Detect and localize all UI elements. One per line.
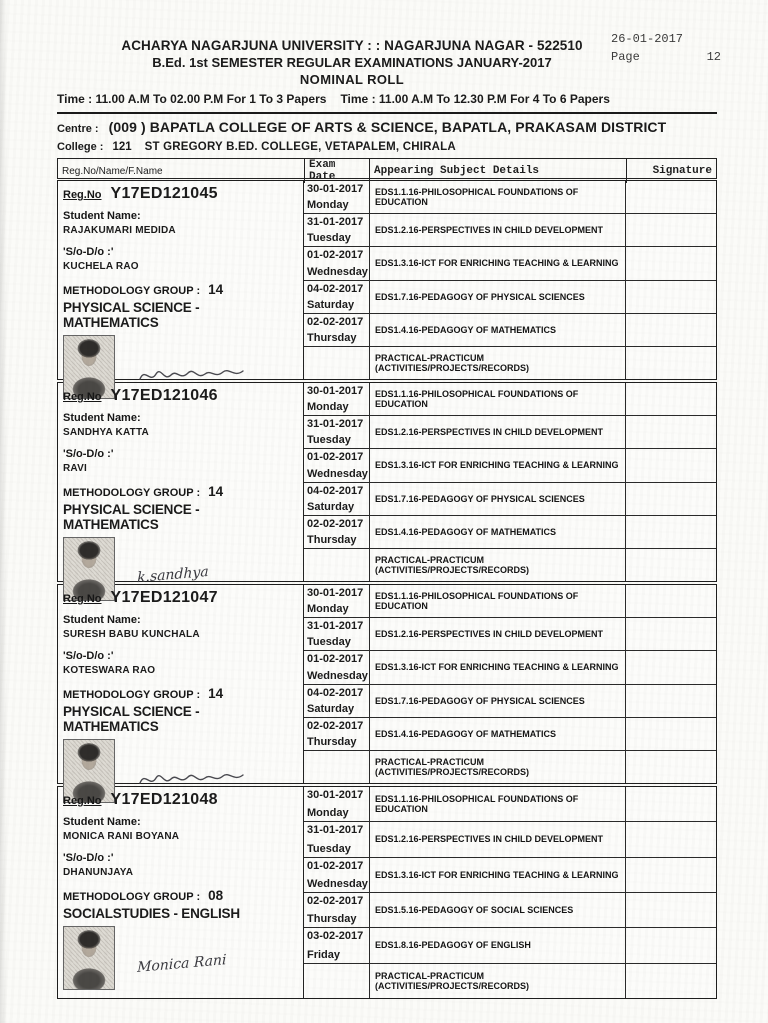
student-info-cell: [58, 585, 304, 783]
exam-date-cell: [304, 685, 370, 717]
signature-cell: [626, 549, 716, 581]
subject-cell: [370, 964, 626, 998]
signature-cell: [626, 651, 716, 683]
exam-day: Saturday: [307, 298, 355, 311]
subject-name: EDS1.8.16-PEDAGOGY OF ENGLISH: [375, 940, 531, 951]
regno-value: Y17ED121048: [110, 791, 218, 808]
signature-cell: [626, 928, 716, 962]
student-name-value: MONICA RANI BOYANA: [63, 831, 180, 842]
document-header: [57, 0, 647, 87]
exam-date-cell: [304, 618, 370, 650]
time-papers-1-3: Time : 11.00 A.M To 02.00 P.M For 1 To 3 Papers: [57, 92, 327, 106]
signature-cell: [626, 585, 716, 617]
exam-date-cell: [304, 483, 370, 515]
exam-row: [304, 416, 716, 449]
time-papers-4-6: Time : 11.00 A.M To 12.30 P.M For 4 To 6 Papers: [340, 92, 610, 106]
subject-cell: [370, 585, 626, 617]
subject-name: EDS1.4.16-PEDAGOGY OF MATHEMATICS: [375, 324, 557, 335]
exam-date-cell: [304, 751, 370, 783]
exam-day: Wednesday: [307, 265, 368, 278]
exam-day: Thursday: [307, 735, 357, 748]
exam-day: Tuesday: [307, 232, 351, 245]
signature-cell: [626, 964, 716, 998]
exam-date: 02-02-2017: [307, 517, 364, 530]
subject-cell: [370, 787, 626, 821]
subject-name: EDS1.5.16-PEDAGOGY OF SOCIAL SCIENCES: [375, 905, 574, 916]
regno-value: Y17ED121047: [110, 589, 218, 606]
centre-row: [57, 119, 717, 135]
student-name-value: SURESH BABU KUNCHALA: [63, 629, 200, 640]
exam-date-cell: [304, 247, 370, 279]
signature-cell: [626, 383, 716, 415]
methodology-group-label: METHODOLOGY GROUP :: [63, 487, 201, 499]
exam-day: Wednesday: [307, 669, 368, 682]
signature-cell: [626, 314, 716, 346]
methodology-group-number: 08: [208, 888, 224, 903]
signature-cell: [626, 787, 716, 821]
centre-label: Centre :: [57, 123, 99, 135]
father-name-label: 'S/o-D/o :': [63, 448, 114, 460]
college-code: 121: [112, 141, 132, 153]
father-name-label: 'S/o-D/o :': [63, 650, 114, 662]
exam-date-cell: [304, 347, 370, 379]
regno-value: Y17ED121046: [110, 387, 218, 404]
exam-rows: [304, 383, 716, 581]
exam-date: 31-01-2017: [307, 824, 364, 837]
exam-date: 02-02-2017: [307, 894, 364, 907]
signature-cell: [626, 483, 716, 515]
father-name-value: KOTESWARA RAO: [63, 665, 156, 676]
exam-day: Thursday: [307, 331, 357, 344]
subject-cell: [370, 822, 626, 856]
college-row: [57, 138, 717, 158]
signature-cell: [626, 618, 716, 650]
methodology-subjects: PHYSICAL SCIENCE - MATHEMATICS: [63, 300, 200, 330]
signature-cell: [626, 281, 716, 313]
subject-cell: [370, 651, 626, 683]
subject-name: EDS1.2.16-PERSPECTIVES IN CHILD DEVELOPMENT: [375, 225, 604, 236]
father-name-value: RAVI: [63, 463, 87, 474]
signature-cell: [626, 822, 716, 856]
exam-date-cell: [304, 449, 370, 481]
centre-value: (009 ) BAPATLA COLLEGE OF ARTS & SCIENCE, BAPATLA, PRAKASAM DISTRICT: [108, 119, 667, 135]
exam-date: 30-01-2017: [307, 789, 364, 801]
exam-date-cell: [304, 314, 370, 346]
subject-cell: [370, 214, 626, 246]
subject-name: PRACTICAL-PRACTICUM (ACTIVITIES/PROJECTS/RECORDS): [375, 554, 530, 575]
exam-day: Monday: [307, 199, 349, 212]
subject-name: EDS1.3.16-ICT FOR ENRICHING TEACHING & LEARNING: [375, 258, 619, 269]
signature-cell: [626, 893, 716, 927]
print-meta: [611, 30, 721, 66]
exam-date-cell: [304, 383, 370, 415]
signature-cell: [626, 685, 716, 717]
exam-date: 30-01-2017: [307, 385, 364, 397]
subject-cell: [370, 347, 626, 379]
student-signature: [137, 948, 267, 982]
col-header-subjects: Appearing Subject Details: [374, 165, 540, 177]
exam-date-cell: [304, 416, 370, 448]
exam-date: 01-02-2017: [307, 859, 364, 872]
exam-date: 04-02-2017: [307, 484, 364, 497]
student-name-label: Student Name:: [63, 614, 141, 626]
exam-day: Thursday: [307, 913, 357, 926]
student-record: [57, 786, 717, 999]
father-name-value: DHANUNJAYA: [63, 867, 134, 878]
methodology-subjects: SOCIALSTUDIES - ENGLISH: [63, 906, 240, 921]
college-label: College :: [57, 141, 104, 153]
signature-cell: [626, 181, 716, 213]
father-name-label: 'S/o-D/o :': [63, 852, 114, 864]
exam-date: 01-02-2017: [307, 653, 364, 666]
college-value: ST GREGORY B.ED. COLLEGE, VETAPALEM, CHIRALA: [144, 141, 456, 153]
subject-name: EDS1.7.16-PEDAGOGY OF PHYSICAL SCIENCES: [375, 291, 585, 302]
subject-name: EDS1.2.16-PERSPECTIVES IN CHILD DEVELOPMENT: [375, 629, 604, 640]
subject-name: PRACTICAL-PRACTICUM (ACTIVITIES/PROJECTS/RECORDS): [375, 756, 530, 777]
exam-row: [304, 718, 716, 751]
exam-date-cell: [304, 281, 370, 313]
exam-date-cell: [304, 549, 370, 581]
subject-cell: [370, 685, 626, 717]
signature-cell: [626, 858, 716, 892]
signature-cell: [626, 449, 716, 481]
exam-date-cell: [304, 858, 370, 892]
regno-value: Y17ED121045: [110, 185, 218, 202]
exam-row: [304, 516, 716, 549]
exam-date-cell: [304, 928, 370, 962]
exam-rows: [304, 787, 716, 998]
subject-cell: [370, 516, 626, 548]
student-name-label: Student Name:: [63, 816, 141, 828]
exam-time-row: [57, 92, 717, 114]
exam-date: 03-02-2017: [307, 930, 364, 943]
student-record: [57, 584, 717, 784]
exam-row: [304, 928, 716, 963]
exam-date: 30-01-2017: [307, 183, 364, 195]
subject-cell: [370, 416, 626, 448]
subject-name: EDS1.7.16-PEDAGOGY OF PHYSICAL SCIENCES: [375, 695, 585, 706]
subject-name: EDS1.4.16-PEDAGOGY OF MATHEMATICS: [375, 728, 557, 739]
exam-date: 31-01-2017: [307, 216, 364, 229]
subject-name: EDS1.2.16-PERSPECTIVES IN CHILD DEVELOPMENT: [375, 834, 604, 845]
methodology-group-number: 14: [208, 686, 224, 701]
subject-name: EDS1.2.16-PERSPECTIVES IN CHILD DEVELOPMENT: [375, 427, 604, 438]
exam-day: Thursday: [307, 533, 357, 546]
signature-cell: [626, 416, 716, 448]
student-photo: [63, 926, 115, 990]
exam-row: [304, 893, 716, 928]
methodology-subjects: PHYSICAL SCIENCE - MATHEMATICS: [63, 502, 200, 532]
exam-day: Saturday: [307, 500, 355, 513]
exam-row: [304, 214, 716, 247]
exam-row: [304, 787, 716, 822]
exam-date: 04-02-2017: [307, 686, 364, 699]
subject-name: EDS1.1.16-PHILOSOPHICAL FOUNDATIONS OF EDUCATION: [375, 794, 579, 815]
regno-label: Reg.No: [63, 189, 102, 201]
subject-name: EDS1.7.16-PEDAGOGY OF PHYSICAL SCIENCES: [375, 493, 585, 504]
methodology-group-label: METHODOLOGY GROUP :: [63, 689, 201, 701]
signature-cell: [626, 214, 716, 246]
col-header-exam-date: Exam Date: [304, 159, 370, 183]
signature-cell: [626, 247, 716, 279]
table-header-row: [57, 158, 717, 183]
exam-row: [304, 585, 716, 618]
regno-label: Reg.No: [63, 391, 102, 403]
exam-date-cell: [304, 585, 370, 617]
exam-row: [304, 822, 716, 857]
exam-rows: [304, 585, 716, 783]
student-name-label: Student Name:: [63, 412, 141, 424]
father-name-value: KUCHELA RAO: [63, 261, 139, 272]
subject-name: EDS1.1.16-PHILOSOPHICAL FOUNDATIONS OF EDUCATION: [375, 389, 579, 410]
subject-cell: [370, 618, 626, 650]
exam-date-cell: [304, 181, 370, 213]
exam-date-cell: [304, 718, 370, 750]
subject-name: EDS1.1.16-PHILOSOPHICAL FOUNDATIONS OF EDUCATION: [375, 187, 579, 208]
exam-row: [304, 858, 716, 893]
exam-date: 02-02-2017: [307, 719, 364, 732]
col-header-regno: Reg.No/Name/F.Name: [62, 165, 163, 177]
signature-cell: [626, 718, 716, 750]
subject-cell: [370, 281, 626, 313]
subject-cell: [370, 858, 626, 892]
subject-cell: [370, 449, 626, 481]
page-label: Page: [611, 50, 640, 64]
exam-date: 31-01-2017: [307, 620, 364, 633]
exam-table-body: [57, 180, 717, 999]
subject-name: EDS1.3.16-ICT FOR ENRICHING TEACHING & LEARNING: [375, 460, 619, 471]
father-name-label: 'S/o-D/o :': [63, 246, 114, 258]
exam-day: Monday: [307, 807, 349, 820]
subject-name: EDS1.3.16-ICT FOR ENRICHING TEACHING & LEARNING: [375, 662, 619, 673]
exam-date-cell: [304, 964, 370, 998]
signature-text: Monica Rani: [137, 952, 227, 976]
subject-cell: [370, 928, 626, 962]
exam-row: [304, 383, 716, 416]
signature-text: k.sandhya: [136, 563, 209, 587]
exam-row: [304, 281, 716, 314]
subject-name: EDS1.4.16-PEDAGOGY OF MATHEMATICS: [375, 526, 557, 537]
exam-row: [304, 449, 716, 482]
exam-row: [304, 651, 716, 684]
subject-cell: [370, 383, 626, 415]
subject-cell: [370, 893, 626, 927]
exam-date-cell: [304, 651, 370, 683]
exam-day: Friday: [307, 948, 341, 961]
student-info-cell: [58, 787, 304, 998]
subject-cell: [370, 483, 626, 515]
exam-day: Tuesday: [307, 434, 351, 447]
methodology-group-number: 14: [208, 282, 224, 297]
exam-title: B.Ed. 1st SEMESTER REGULAR EXAMINATIONS JANUARY-2017: [152, 55, 552, 70]
subject-cell: [370, 549, 626, 581]
signature-cell: [626, 516, 716, 548]
exam-date-cell: [304, 822, 370, 856]
exam-date: 30-01-2017: [307, 587, 364, 599]
subject-cell: [370, 314, 626, 346]
exam-day: Monday: [307, 401, 349, 414]
subject-cell: [370, 751, 626, 783]
subject-cell: [370, 718, 626, 750]
exam-date: 04-02-2017: [307, 282, 364, 295]
exam-row: [304, 181, 716, 214]
exam-day: Tuesday: [307, 842, 351, 855]
student-record: [57, 180, 717, 380]
exam-row: [304, 247, 716, 280]
regno-label: Reg.No: [63, 593, 102, 605]
exam-row: [304, 347, 716, 379]
exam-date: 01-02-2017: [307, 451, 364, 464]
exam-day: Wednesday: [307, 877, 368, 890]
exam-row: [304, 685, 716, 718]
exam-date-cell: [304, 893, 370, 927]
exam-day: Monday: [307, 603, 349, 616]
signature-cell: [626, 347, 716, 379]
student-name-label: Student Name:: [63, 210, 141, 222]
exam-row: [304, 964, 716, 998]
exam-date: 01-02-2017: [307, 249, 364, 262]
student-name-value: RAJAKUMARI MEDIDA: [63, 225, 176, 236]
subject-name: PRACTICAL-PRACTICUM (ACTIVITIES/PROJECTS/RECORDS): [375, 970, 530, 991]
exam-date: 31-01-2017: [307, 418, 364, 431]
methodology-subjects: PHYSICAL SCIENCE - MATHEMATICS: [63, 704, 200, 734]
exam-row: [304, 483, 716, 516]
methodology-group-label: METHODOLOGY GROUP :: [63, 891, 201, 903]
page-number: 12: [706, 50, 721, 64]
print-date: 26-01-2017: [611, 32, 684, 46]
exam-row: [304, 314, 716, 347]
exam-date: 02-02-2017: [307, 315, 364, 328]
exam-day: Tuesday: [307, 636, 351, 649]
exam-row: [304, 751, 716, 783]
exam-day: Wednesday: [307, 467, 368, 480]
exam-row: [304, 618, 716, 651]
subject-name: PRACTICAL-PRACTICUM (ACTIVITIES/PROJECTS/RECORDS): [375, 352, 530, 373]
university-title: ACHARYA NAGARJUNA UNIVERSITY : : NAGARJUNA NAGAR - 522510: [121, 38, 583, 53]
student-info-cell: [58, 181, 304, 379]
subject-name: EDS1.1.16-PHILOSOPHICAL FOUNDATIONS OF EDUCATION: [375, 591, 579, 612]
exam-row: [304, 549, 716, 581]
exam-date-cell: [304, 516, 370, 548]
exam-day: Saturday: [307, 702, 355, 715]
page-title: NOMINAL ROLL: [299, 72, 405, 87]
methodology-group-number: 14: [208, 484, 224, 499]
col-header-signature: Signature: [626, 159, 716, 183]
exam-rows: [304, 181, 716, 379]
student-record: [57, 382, 717, 587]
scanned-document-page: [57, 0, 721, 1023]
subject-cell: [370, 247, 626, 279]
student-info-cell: [58, 383, 304, 587]
regno-label: Reg.No: [63, 795, 102, 807]
exam-date-cell: [304, 787, 370, 821]
subject-cell: [370, 181, 626, 213]
exam-date-cell: [304, 214, 370, 246]
signature-cell: [626, 751, 716, 783]
subject-name: EDS1.3.16-ICT FOR ENRICHING TEACHING & LEARNING: [375, 869, 619, 880]
student-name-value: SANDHYA KATTA: [63, 427, 149, 438]
methodology-group-label: METHODOLOGY GROUP :: [63, 285, 201, 297]
